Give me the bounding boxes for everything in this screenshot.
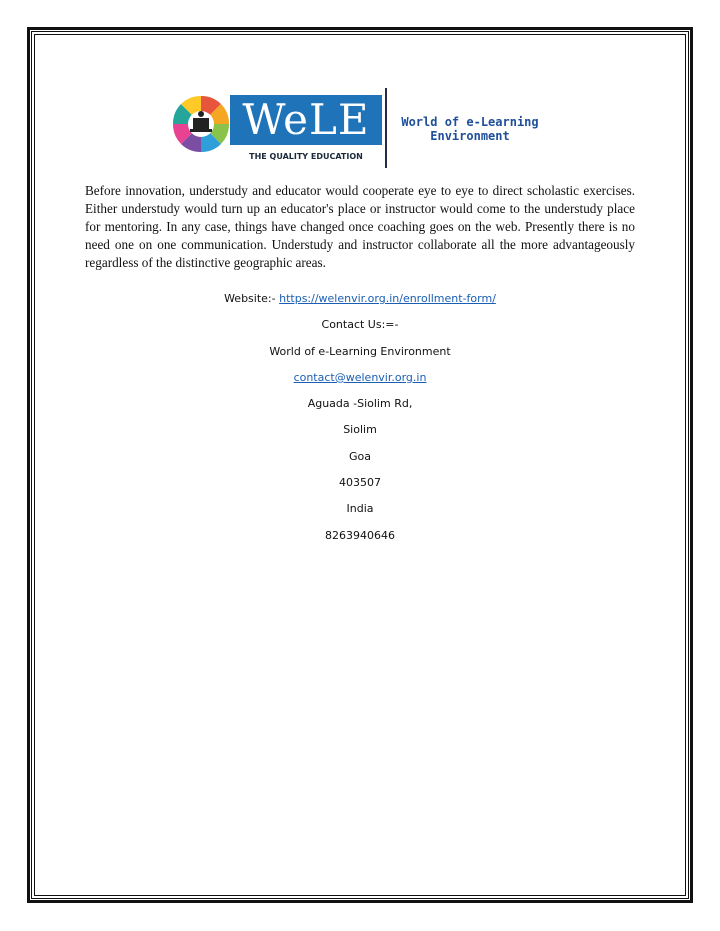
logo-wordmark: WeLE (230, 95, 382, 145)
logo-org-name-line1: World of e-Learning (401, 115, 539, 129)
intro-paragraph: Before innovation, understudy and educator would cooperate eye to eye to direct scholastic exercises. Either understudy would turn up an educator's place or instructor would come to the understudy place for mentoring. In any case, things have changed once coaching goes on the web. Presently there is no need one on one communication. Understudy and instructor collaborate all the more advantageously regardless of the distinctive geographic areas. (85, 183, 635, 270)
logo-org-name (390, 115, 550, 143)
website-line (0, 290, 720, 316)
logo-tagline: THE QUALITY EDUCATION (249, 152, 363, 161)
address-line: Aguada -Siolim Rd, (307, 397, 413, 411)
contact-heading: Contact Us:=- (321, 318, 399, 332)
logo-org-name-line2: Environment (430, 129, 510, 143)
website-label: Website:- (224, 292, 280, 305)
org-name: World of e-Learning Environment (269, 344, 451, 358)
email-link[interactable]: contact@welenvir.org.in (293, 370, 427, 384)
education-wheel-icon (172, 95, 230, 153)
state: Goa (349, 449, 371, 463)
pincode: 403507 (339, 476, 381, 490)
locality: Siolim (343, 423, 377, 437)
website-link[interactable]: https://welenvir.org.in/enrollment-form/ (279, 292, 496, 305)
contact-block (0, 290, 720, 553)
phone-number: 8263940646 (325, 528, 395, 542)
logo-divider (385, 88, 387, 168)
email-line (0, 369, 720, 395)
country: India (346, 502, 374, 516)
wele-logo (172, 88, 552, 168)
